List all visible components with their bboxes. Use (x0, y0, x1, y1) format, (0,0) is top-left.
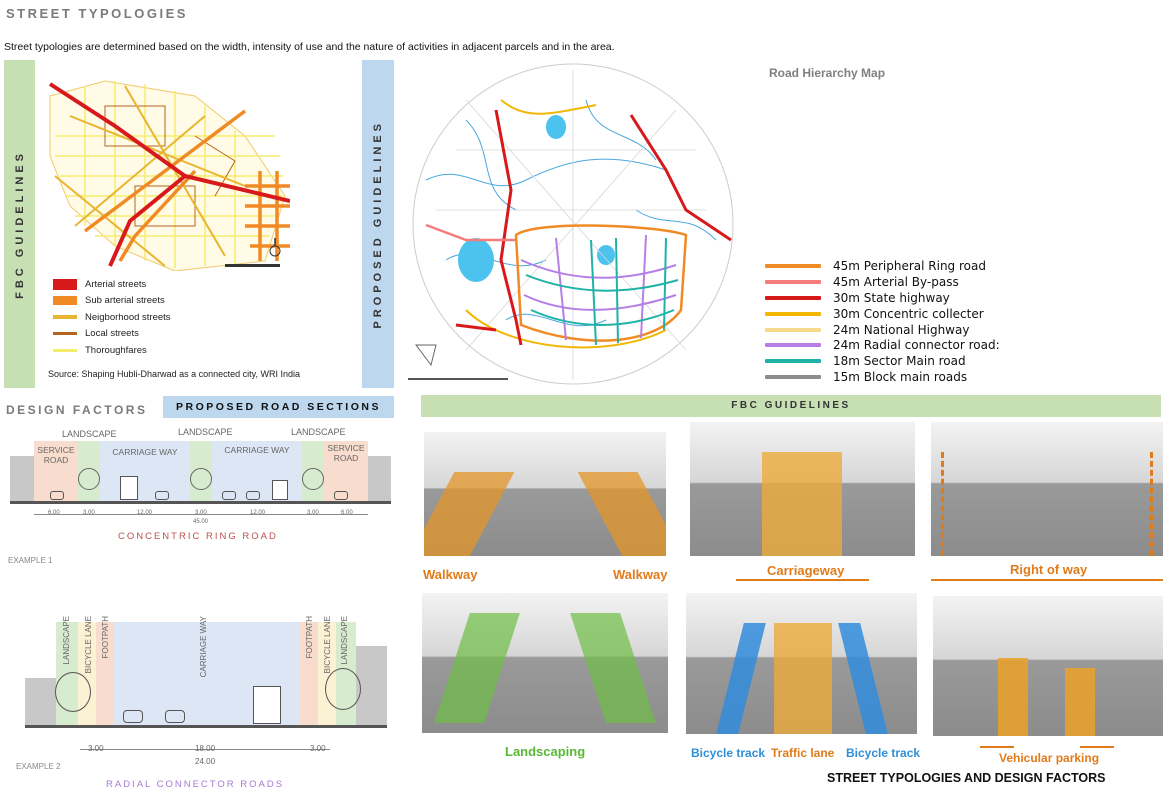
building-left (25, 678, 56, 726)
legend-swatch (53, 296, 77, 305)
dimension-value: 3.00 (307, 510, 319, 516)
intro-text: Street typologies are determined based on the width, intensity of use and the nature of activities in adjacent parcels and in the area. (4, 41, 615, 53)
hierarchy-item: 24m National Highway (765, 322, 1000, 338)
service-road-label: SERVICE ROAD (37, 445, 75, 465)
proposed-side-label: PROPOSED GUIDELINES (372, 119, 384, 329)
walkway-right-label: Walkway (613, 567, 668, 582)
tree-icon (325, 668, 361, 710)
figure-caption: STREET TYPOLOGIES AND DESIGN FACTORS (827, 771, 1106, 785)
vehicular-parking-label: Vehicular parking (999, 751, 1100, 765)
hierarchy-item: 30m State highway (765, 290, 1000, 306)
hierarchy-swatch (765, 328, 821, 332)
legend-swatch (53, 349, 77, 352)
dimension-value: 3.00 (88, 744, 104, 753)
bus-icon (253, 686, 281, 724)
example-2-label: EXAMPLE 2 (16, 762, 61, 771)
radial-connector-road-caption: RADIAL CONNECTOR ROADS (106, 779, 285, 790)
proposed-side-bar (362, 60, 394, 388)
legend-swatch (53, 332, 77, 335)
car-icon (222, 491, 236, 500)
right-of-way-arrow (931, 579, 1163, 581)
fbc-side-label: FBC GUIDELINES (13, 149, 26, 299)
dimension-value: 12.00 (250, 510, 266, 516)
tree-icon (78, 468, 100, 490)
hierarchy-swatch (765, 296, 821, 300)
carriageway-highlight (762, 452, 842, 556)
dimension-total: 45.00 (193, 519, 209, 525)
traffic-lane-label: Traffic lane (771, 746, 835, 760)
parking-arrow-left (980, 746, 1014, 748)
right-of-way-outline (941, 452, 1153, 556)
carriage-way-label: CARRIAGE WAY (112, 447, 178, 457)
bicycle-track-highlight-left (716, 623, 766, 734)
tree-icon (302, 468, 324, 490)
tree-icon (190, 468, 212, 490)
dimension-value: 6.00 (341, 510, 353, 516)
bicycle-track-right-label: Bicycle track (846, 746, 921, 760)
ground-line (10, 501, 391, 504)
road-hierarchy-map-title: Road Hierarchy Map (769, 66, 886, 80)
walkway-left-label: Walkway (423, 567, 478, 582)
road-hierarchy-map (406, 60, 740, 390)
dimension-value: 3.00 (83, 510, 95, 516)
hierarchy-item: 15m Block main roads (765, 369, 1000, 385)
hierarchy-item: 18m Sector Main road (765, 353, 1000, 369)
car-icon (155, 491, 169, 500)
landscaping-label: Landscaping (505, 744, 586, 759)
concentric-ring-road-caption: CONCENTRIC RING ROAD (118, 531, 278, 542)
car-icon (165, 710, 185, 723)
radial-connector-road-section (25, 560, 387, 730)
bicycle-track-highlight-right (838, 623, 888, 734)
legend-swatch (53, 315, 77, 319)
tree-icon (55, 672, 91, 712)
section-label: CARRIAGE WAY (199, 616, 208, 678)
parking-arrow-right (1080, 746, 1114, 748)
proposed-road-sections-heading: PROPOSED ROAD SECTIONS (163, 396, 394, 418)
hierarchy-swatch (765, 264, 821, 268)
dimension-value: 3.00 (195, 510, 207, 516)
street-photo-landscaping (422, 593, 668, 733)
fbc-guidelines-heading: FBC GUIDELINES (421, 395, 1161, 417)
section-label: FOOTPATH (101, 616, 110, 659)
carriageway-label: Carriageway (767, 563, 845, 578)
landscape-label: LANDSCAPE (62, 429, 117, 439)
example-1-label: EXAMPLE 1 (8, 556, 53, 565)
dimension-value: 12.00 (137, 510, 153, 516)
landscape-label: LANDSCAPE (291, 427, 346, 437)
carriage-way-label: CARRIAGE WAY (224, 445, 290, 455)
hierarchy-swatch (765, 359, 821, 363)
fbc-source: Source: Shaping Hubli-Dharwad as a connected city, WRI India (48, 369, 300, 379)
section-label: LANDSCAPE (340, 616, 349, 665)
design-factors-heading: DESIGN FACTORS (6, 403, 148, 417)
street-photo-walkway (424, 432, 666, 556)
fbc-side-bar (4, 60, 35, 388)
page-title: STREET TYPOLOGIES (6, 6, 188, 21)
hierarchy-item: 45m Arterial By-pass (765, 274, 1000, 290)
dimension-total: 24.00 (195, 757, 216, 766)
parking-highlight-left (998, 658, 1028, 736)
car-icon (246, 491, 260, 500)
bus-icon (272, 480, 288, 500)
legend-item: Thoroughfares (53, 342, 171, 359)
hierarchy-swatch (765, 343, 821, 347)
legend-item: Arterial streets (53, 276, 171, 293)
road-hierarchy-legend (765, 258, 1000, 385)
hierarchy-swatch (765, 375, 821, 379)
parking-highlight-right (1065, 668, 1095, 736)
building-right (368, 456, 391, 501)
walkway-highlight-right (578, 472, 666, 556)
carriageway-arrow (736, 579, 869, 581)
car-icon (334, 491, 348, 500)
street-photo-carriageway (690, 422, 915, 556)
street-photo-bicycle-track (686, 593, 917, 734)
street-photo-right-of-way (931, 422, 1163, 556)
fbc-legend (53, 276, 171, 359)
hierarchy-swatch (765, 312, 821, 316)
car-icon (123, 710, 143, 723)
dimension-value: 6.00 (48, 510, 60, 516)
right-of-way-label: Right of way (1010, 562, 1088, 577)
walkway-highlight-left (424, 472, 514, 556)
truck-icon (120, 476, 138, 500)
section-label: BICYCLE LANE (323, 616, 332, 674)
concentric-ring-road-section (10, 428, 391, 548)
bicycle-track-left-label: Bicycle track (691, 746, 766, 760)
legend-item: Sub arterial streets (53, 293, 171, 310)
hierarchy-swatch (765, 280, 821, 284)
legend-item: Neigborhood streets (53, 309, 171, 326)
traffic-lane-highlight (774, 623, 832, 734)
dimension-value: 18.00 (195, 744, 216, 753)
section-label: FOOTPATH (305, 616, 314, 659)
landscaping-highlight-left (434, 613, 520, 723)
landscape-label: LANDSCAPE (178, 427, 233, 437)
hierarchy-item: 30m Concentric collecter (765, 306, 1000, 322)
service-road-label: SERVICE ROAD (327, 443, 365, 463)
hierarchy-item: 45m Peripheral Ring road (765, 258, 1000, 274)
fbc-street-map (45, 76, 290, 271)
section-label: LANDSCAPE (62, 616, 71, 665)
building-left (10, 456, 34, 501)
section-label: BICYCLE LANE (84, 616, 93, 674)
dimension-value: 3.00 (310, 744, 326, 753)
car-icon (50, 491, 64, 500)
ground-line (25, 725, 387, 728)
legend-swatch (53, 279, 77, 290)
street-photo-vehicular-parking (933, 596, 1163, 736)
hierarchy-item: 24m Radial connector road: (765, 337, 1000, 353)
legend-item: Local streets (53, 326, 171, 343)
landscaping-highlight-right (570, 613, 656, 723)
